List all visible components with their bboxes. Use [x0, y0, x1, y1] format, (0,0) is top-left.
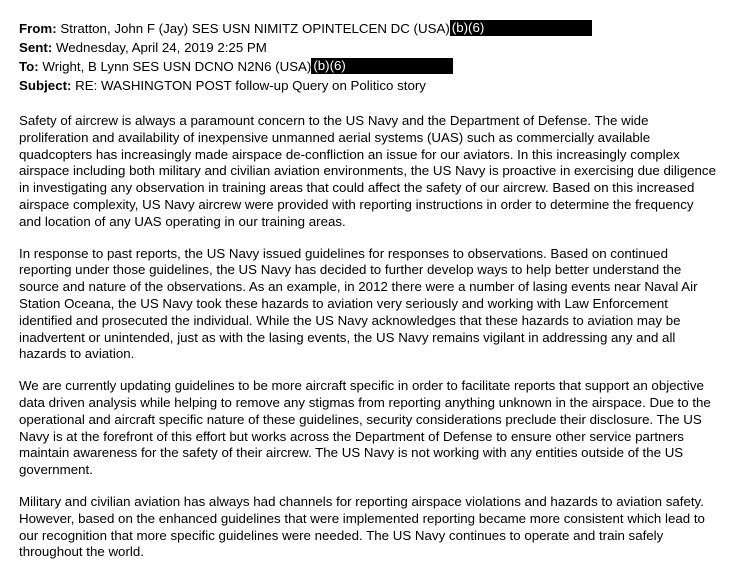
subject-line: [19, 76, 719, 95]
to-line: [19, 57, 719, 76]
to-redaction: (b)(6): [311, 58, 453, 74]
subject-label: Subject:: [19, 78, 72, 93]
body-paragraph-4: Military and civilian aviation has always had channels for reporting airspace violations and hazards to aviation safety. However, based on the enhanced guidelines that were implemented reporting became more consistent which lead to our recognition that more specific guidelines were needed. The US Navy continues to operate and train safely throughout the world.: [19, 493, 705, 560]
body-paragraph-2: In response to past reports, the US Navy issued guidelines for responses to observations. Based on continued reporting under those guidelines, the US Navy has decided to further develop ways to help better understand the source and nature of the observations. As an example, in 2012 there were a number of lasing events near Naval Air Station Oceana, the US Navy took these hazards to aviation very seriously and working with Law Enforcement identified and prosecuted the individual. While the US Navy acknowledges that these hazards to aviation may be inadvertent or unintended, just as with the lasing events, the US Navy remains vigilant in addressing any and all hazards to aviation.: [19, 245, 698, 362]
email-header: [19, 19, 719, 95]
subject-value: RE: WASHINGTON POST follow-up Query on Politico story: [75, 78, 426, 93]
sent-value: Wednesday, April 24, 2019 2:25 PM: [55, 40, 267, 55]
sent-line: [19, 38, 719, 57]
from-value: Stratton, John F (Jay) SES USN NIMITZ OPINTELCEN DC (USA): [60, 21, 450, 36]
from-line: [19, 19, 719, 38]
to-value: Wright, B Lynn SES USN DCNO N2N6 (USA): [42, 59, 312, 74]
to-label: To:: [19, 59, 39, 74]
from-redaction: (b)(6): [450, 20, 592, 36]
sent-label: Sent:: [19, 40, 53, 55]
from-label: From:: [19, 21, 57, 36]
body-paragraph-3: We are currently updating guidelines to be more aircraft specific in order to facilitate reports that support an objective data driven analysis while helping to remove any stigmas from reporting anything unknown in the airspace. Due to the operational and aircraft specific nature of these guidelines, security considerations preclude their disclosure. The US Navy is at the forefront of this effort but works across the Department of Defense to ensure other service partners maintain awareness for the safety of their aircrew. The US Navy is not working with any entities outside of the US government.: [19, 378, 711, 478]
email-document: [19, 19, 719, 576]
email-body: [19, 113, 719, 561]
body-paragraph-1: Safety of aircrew is always a paramount concern to the US Navy and the Department of Defense. The wide proliferation and availability of inexpensive unmanned aerial systems (UAS) such as commercially available quadcopters has increasingly made airspace de-confliction an issue for our aviators. In this increasingly complex airspace including both military and civilian aviation environments, the US Navy is proactive in exercising due diligence in investigating any observation in training areas that could affect the safety of our aircrew. Based on this increased airspace complexity, US Navy aircrew were provided with reporting instructions in order to determine the frequency and location of any UAS operating in our training areas.: [19, 113, 716, 229]
